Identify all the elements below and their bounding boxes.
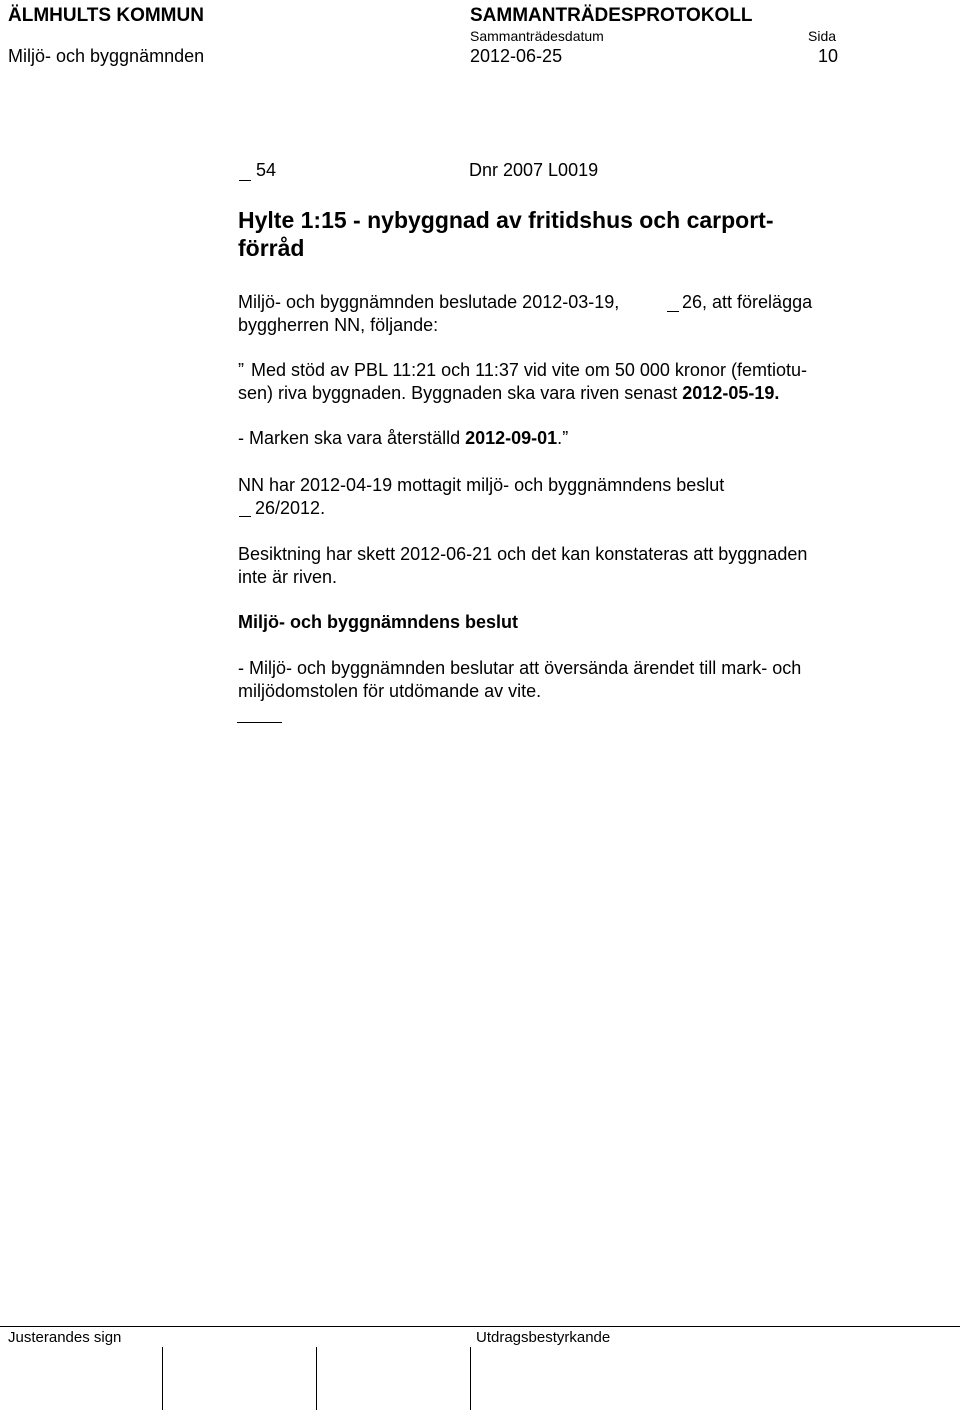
footer-divider bbox=[0, 1326, 960, 1327]
signature-box-divider bbox=[470, 1347, 471, 1410]
paragraph-1-ref: 26, att förelägga bbox=[682, 292, 813, 312]
decision-line-1: - Miljö- och byggnämnden beslutar att översända ärendet till mark- och bbox=[238, 658, 802, 678]
end-rule bbox=[237, 722, 282, 723]
paragraph-4-line-2: inte är riven. bbox=[238, 567, 338, 587]
case-number: Dnr 2007 L0019 bbox=[469, 160, 599, 180]
committee-name: Miljö- och byggnämnden bbox=[8, 46, 205, 66]
meeting-date: 2012-06-25 bbox=[470, 46, 563, 66]
paragraph-1-line-2: byggherren NN, följande: bbox=[238, 315, 439, 335]
quote-line-3: - Marken ska vara återställd 2012-09-01.” bbox=[238, 428, 569, 448]
signature-box-divider bbox=[316, 1347, 317, 1410]
section-number: 54 bbox=[256, 160, 277, 180]
case-title-line-1: Hylte 1:15 - nybyggnad av fritidshus och carport- bbox=[238, 207, 774, 233]
decision-heading: Miljö- och byggnämndens beslut bbox=[238, 612, 519, 632]
document-type: SAMMANTRÄDESPROTOKOLL bbox=[470, 5, 753, 26]
municipality-name: ÄLMHULTS KOMMUN bbox=[8, 5, 204, 26]
signature-box-divider bbox=[162, 1347, 163, 1410]
date-label: Sammanträdesdatum bbox=[470, 28, 604, 44]
paragraph-3-line-1: NN har 2012-04-19 mottagit miljö- och byggnämndens beslut bbox=[238, 475, 725, 495]
paragraph-sign-mark bbox=[239, 516, 251, 517]
decision-line-2: miljödomstolen för utdömande av vite. bbox=[238, 681, 542, 701]
signature-label: Justerandes sign bbox=[8, 1329, 122, 1346]
paragraph-sign-mark bbox=[667, 311, 679, 312]
quote-mark: ” bbox=[238, 360, 244, 380]
quote-line-1: Med stöd av PBL 11:21 och 11:37 vid vite om 50 000 kronor (femtiotu- bbox=[251, 360, 807, 380]
page-label: Sida bbox=[808, 28, 837, 44]
paragraph-sign-mark bbox=[239, 180, 251, 181]
case-title-line-2: förråd bbox=[238, 235, 305, 261]
page-number: 10 bbox=[818, 46, 839, 66]
paragraph-3-line-2: 26/2012. bbox=[255, 498, 326, 518]
extract-certification-label: Utdragsbestyrkande bbox=[476, 1329, 611, 1346]
quote-line-2: sen) riva byggnaden. Byggnaden ska vara riven senast 2012-05-19. bbox=[238, 383, 780, 403]
paragraph-1-line-1: Miljö- och byggnämnden beslutade 2012-03-19, bbox=[238, 292, 620, 312]
paragraph-4-line-1: Besiktning har skett 2012-06-21 och det kan konstateras att byggnaden bbox=[238, 544, 808, 564]
